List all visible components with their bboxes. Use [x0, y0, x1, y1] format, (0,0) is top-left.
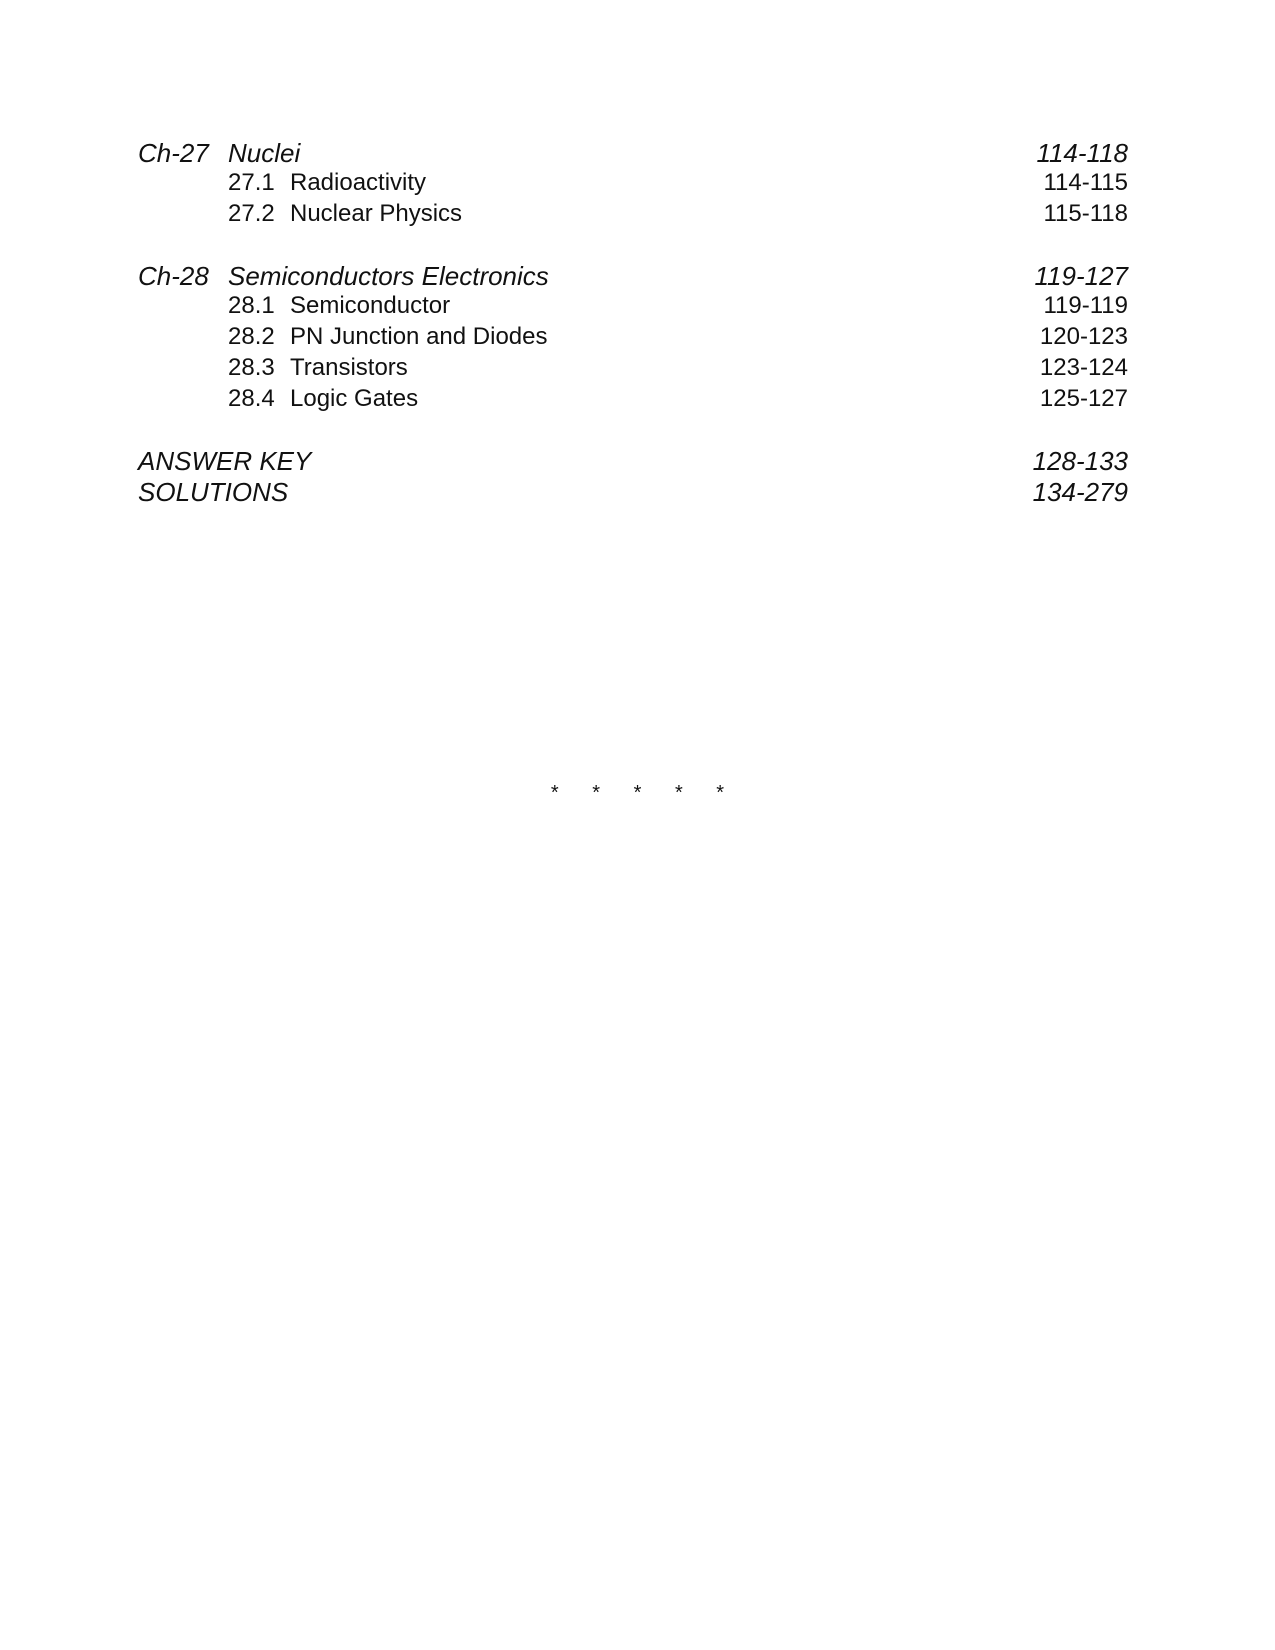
table-of-contents [138, 138, 1128, 508]
section-number: 28.1 [228, 292, 275, 319]
section-number: 28.3 [228, 354, 275, 381]
section-title: PN Junction and Diodes [290, 323, 548, 350]
answer-key-row [138, 446, 1128, 477]
section-title: Transistors [290, 354, 408, 381]
section-number: 27.1 [228, 169, 275, 196]
chapter-pages: 114-118 [1036, 138, 1128, 168]
chapter-row-28 [138, 261, 1128, 292]
answer-key-title: ANSWER KEY [138, 446, 312, 476]
section-pages: 114-115 [1043, 169, 1128, 196]
chapter-title: Nuclei [228, 138, 301, 168]
section-row [138, 354, 1128, 385]
chapter-number: Ch-27 [138, 138, 209, 168]
section-title: Radioactivity [290, 169, 427, 196]
section-title: Logic Gates [290, 385, 419, 412]
chapter-pages: 119-127 [1034, 261, 1128, 291]
solutions-row [138, 477, 1128, 508]
section-row [138, 292, 1128, 323]
section-separator: * * * * * [550, 782, 739, 804]
solutions-title: SOLUTIONS [138, 477, 289, 507]
section-pages: 119-119 [1043, 292, 1128, 319]
section-row [138, 200, 1128, 231]
chapter-row-27 [138, 138, 1128, 169]
section-pages: 123-124 [1039, 354, 1128, 381]
section-pages: 115-118 [1043, 200, 1128, 227]
solutions-pages: 134-279 [1032, 477, 1128, 507]
spacer [138, 416, 1128, 446]
section-number: 28.4 [228, 385, 275, 412]
section-title: Nuclear Physics [290, 200, 463, 227]
chapter-number: Ch-28 [138, 261, 209, 291]
section-row [138, 323, 1128, 354]
section-pages: 125-127 [1039, 385, 1128, 412]
section-title: Semiconductor [290, 292, 451, 319]
section-pages: 120-123 [1039, 323, 1128, 350]
chapter-title: Semiconductors Electronics [228, 261, 549, 291]
answer-key-pages: 128-133 [1032, 446, 1128, 476]
section-row [138, 385, 1128, 416]
section-number: 27.2 [228, 200, 275, 227]
spacer [138, 231, 1128, 261]
section-row [138, 169, 1128, 200]
section-number: 28.2 [228, 323, 275, 350]
